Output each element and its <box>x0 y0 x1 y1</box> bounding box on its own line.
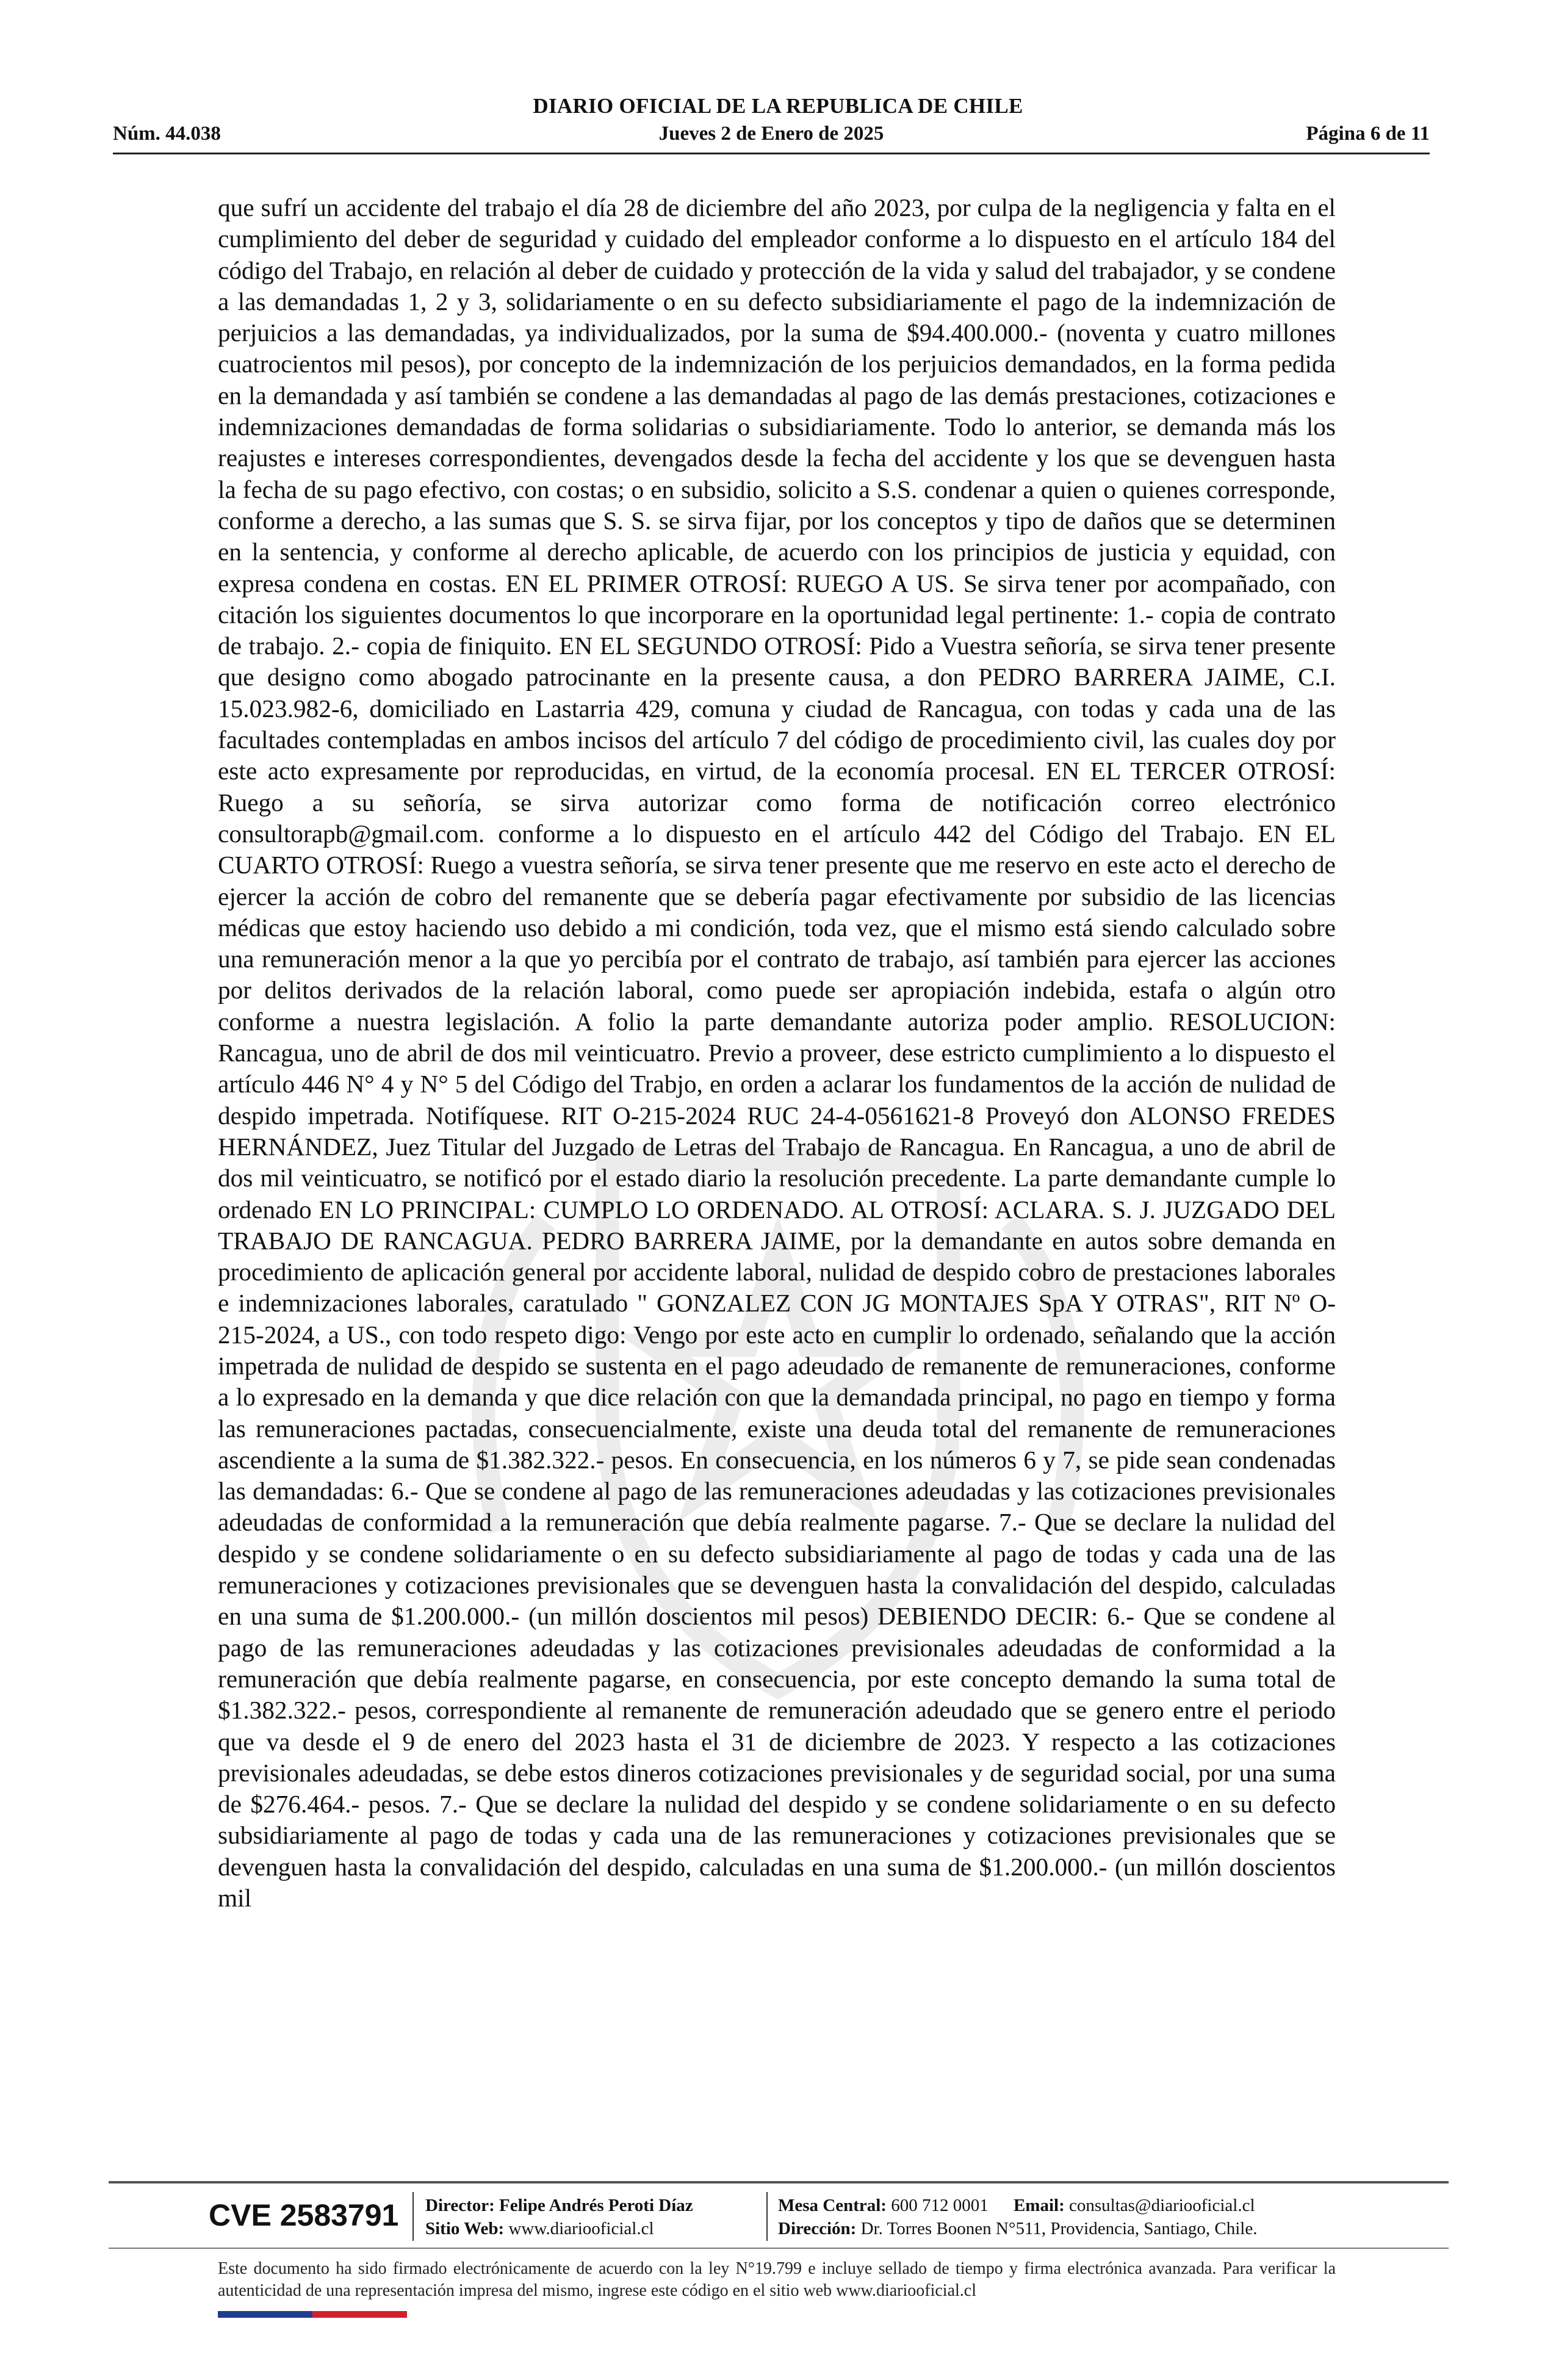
footer-contact-block <box>778 2194 1257 2240</box>
email-label: Email: <box>1013 2196 1065 2215</box>
header-divider <box>113 153 1430 154</box>
email-link[interactable]: consultas@diariooficial.cl <box>1069 2196 1255 2215</box>
website-link[interactable]: www.diariooficial.cl <box>508 2219 654 2238</box>
address-label: Dirección: <box>778 2219 857 2238</box>
page-indicator: Página 6 de 11 <box>1306 123 1430 145</box>
director-label: Director: <box>425 2196 495 2215</box>
document-body <box>218 192 1336 2133</box>
flag-blue-segment <box>218 2311 312 2318</box>
body-paragraph: que sufrí un accidente del trabajo el día 28 de diciembre del año 2023, por culpa de la negligencia y falta en el cumplimiento del deber de seguridad y cuidado del empleador conforme a lo dispuesto en el artículo 184 del código del Trabajo, en relación al deber de cuidado y protección de la vida y salud del trabajador, y se condene a las demandadas 1, 2 y 3, solidariamente o en su defecto subsidiariamente el pago de la indemnización de perjuicios a las demandadas, ya individualizados, por la suma de $94.400.000.- (noventa y cuatro millones cuatrocientos mil pesos), por concepto de la indemnización de los perjuicios demandados, en la forma pedida en la demandada y así también se condene a las demandadas al pago de las demás prestaciones, cotizaciones e indemnizaciones demandadas de forma solidarias o subsidiariamente. Todo lo anterior, se demanda más los reajustes e intereses correspondientes, devengados desde la fecha del accidente y los que se devenguen hasta la fecha de su pago efectivo, con costas; o en subsidio, solicito a S.S. condenar a quien o quienes corresponde, conforme a derecho, a las sumas que S. S. se sirva fijar, por los conceptos y tipo de daños que se determinen en la sentencia, y conforme al derecho aplicable, de acuerdo con los principios de justicia y equidad, con expresa condena en costas. EN EL PRIMER OTROSÍ: RUEGO A US. Se sirva tener por acompañado, con citación los siguientes documentos lo que incorporare en la oportunidad legal pertinente: 1.- copia de contrato de trabajo. 2.- copia de finiquito. EN EL SEGUNDO OTROSÍ: Pido a Vuestra señoría, se sirva tener presente que designo como abogado patrocinante en la presente causa, a don PEDRO BARRERA JAIME, C.I. 15.023.982-6, domiciliado en Lastarria 429, comuna y ciudad de Rancagua, con todas y cada una de las facultades contempladas en ambos incisos del artículo 7 del código de procedimiento civil, las cuales doy por este acto expresamente por reproducidas, en virtud, de la economía procesal. EN EL TERCER OTROSÍ: Ruego a su señoría, se sirva autorizar como forma de notificación correo electrónico consultorapb@gmail.com. conforme a lo dispuesto en el artículo 442 del Código del Trabajo. EN EL CUARTO OTROSÍ: Ruego a vuestra señoría, se sirva tener presente que me reservo en este acto el derecho de ejercer la acción de cobro del remanente que se debería pagar efectivamente por subsidio de las licencias médicas que estoy haciendo uso debido a mi condición, toda vez, que el mismo está siendo calculado sobre una remuneración menor a la que yo percibía por el contrato de trabajo, así también para ejercer las acciones por delitos derivados de la relación laboral, como puede ser apropiación indebida, estafa o algún otro conforme a nuestra legislación. A folio la parte demandante autoriza poder amplio. RESOLUCION: Rancagua, uno de abril de dos mil veinticuatro. Previo a proveer, dese estricto cumplimiento a lo dispuesto el artículo 446 N° 4 y N° 5 del Código del Trabjo, en orden a aclarar los fundamentos de la acción de nulidad de despido impetrada. Notifíquese. RIT O-215-2024 RUC 24-4-0561621-8 Proveyó don ALONSO FREDES HERNÁNDEZ, Juez Titular del Juzgado de Letras del Trabajo de Rancagua. En Rancagua, a uno de abril de dos mil veinticuatro, se notificó por el estado diario la resolución precedente. La parte demandante cumple lo ordenado EN LO PRINCIPAL: CUMPLO LO ORDENADO. AL OTROSÍ: ACLARA. S. J. JUZGADO DEL TRABAJO DE RANCAGUA. PEDRO BARRERA JAIME, por la demandante en autos sobre demanda en procedimiento de aplicación general por accidente laboral, nulidad de despido cobro de prestaciones laborales e indemnizaciones laborales, caratulado " GONZALEZ CON JG MONTAJES SpA Y OTRAS", RIT Nº O-215-2024, a US., con todo respeto digo: Vengo por este acto en cumplir lo ordenado, señalando que la acción impetrada de nulidad de despido se sustenta en el pago adeudado de remanente de remuneraciones, conforme a lo expresado en la demanda y que dice relación con que la demandada principal, no pago en tiempo y forma las remuneraciones pactadas, consecuencialmente, existe una deuda total del remanente de remuneraciones ascendiente a la suma de $1.382.322.- pesos. En consecuencia, en los números 6 y 7, se pide sean condenadas las demandadas: 6.- Que se condene al pago de las remuneraciones adeudadas y las cotizaciones previsionales adeudadas de conformidad a la remuneración que debía realmente pagarse. 7.- Que se declare la nulidad del despido y se condene solidariamente o en su defecto subsidiariamente al pago de todas y cada una de las remuneraciones y cotizaciones previsionales que se devenguen hasta la convalidación del despido, calculadas en una suma de $1.200.000.- (un millón doscientos mil pesos) DEBIENDO DECIR: 6.- Que se condene al pago de las remuneraciones adeudadas y las cotizaciones previsionales adeudadas de conformidad a la remuneración que debía realmente pagarse, en consecuencia, por este concepto demando la suma total de $1.382.322.- pesos, correspondiente al remanente de remuneración adeudado que se genero entre el periodo que va desde el 9 de enero del 2023 hasta el 31 de diciembre de 2023. Y respecto a las cotizaciones previsionales adeudadas, se debe estos dineros cotizaciones previsionales y de seguridad social, por una suma de $276.464.- pesos. 7.- Que se declare la nulidad del despido y se condene solidariamente o en su defecto subsidiariamente al pago de todas y cada una de las remuneraciones y cotizaciones previsionales que se devenguen hasta la convalidación del despido, calculadas en una suma de $1.200.000.- (un millón doscientos mil <box>218 193 1336 1913</box>
phone-number: 600 712 0001 <box>891 2196 989 2215</box>
cve-code: CVE 2583791 <box>209 2198 399 2232</box>
footer-director-block <box>425 2194 693 2240</box>
header-row <box>113 123 1430 150</box>
footer-divider-bottom <box>109 2248 1449 2249</box>
director-name: Felipe Andrés Peroti Díaz <box>499 2196 693 2215</box>
publication-title: DIARIO OFICIAL DE LA REPUBLICA DE CHILE <box>533 94 1023 118</box>
address-text: Dr. Torres Boonen N°511, Providencia, Santiago, Chile. <box>860 2219 1258 2238</box>
flag-red-segment <box>312 2311 407 2318</box>
footer-divider-top <box>109 2181 1449 2183</box>
issue-number: Núm. 44.038 <box>113 123 221 145</box>
issue-date: Jueves 2 de Enero de 2025 <box>658 123 884 145</box>
footer-separator <box>766 2192 768 2241</box>
flag-color-bar <box>218 2311 407 2318</box>
footer-separator <box>412 2192 414 2241</box>
phone-label: Mesa Central: <box>778 2196 887 2215</box>
legal-notice: Este documento ha sido firmado electrónicamente de acuerdo con la ley N°19.799 e incluye sellado de tiempo y firma electrónica avanzada. Para verificar la autenticidad de una representación impresa del mismo, ingrese este código en el sitio web www.diariooficial.cl <box>218 2259 1336 2300</box>
website-label: Sitio Web: <box>425 2219 505 2238</box>
